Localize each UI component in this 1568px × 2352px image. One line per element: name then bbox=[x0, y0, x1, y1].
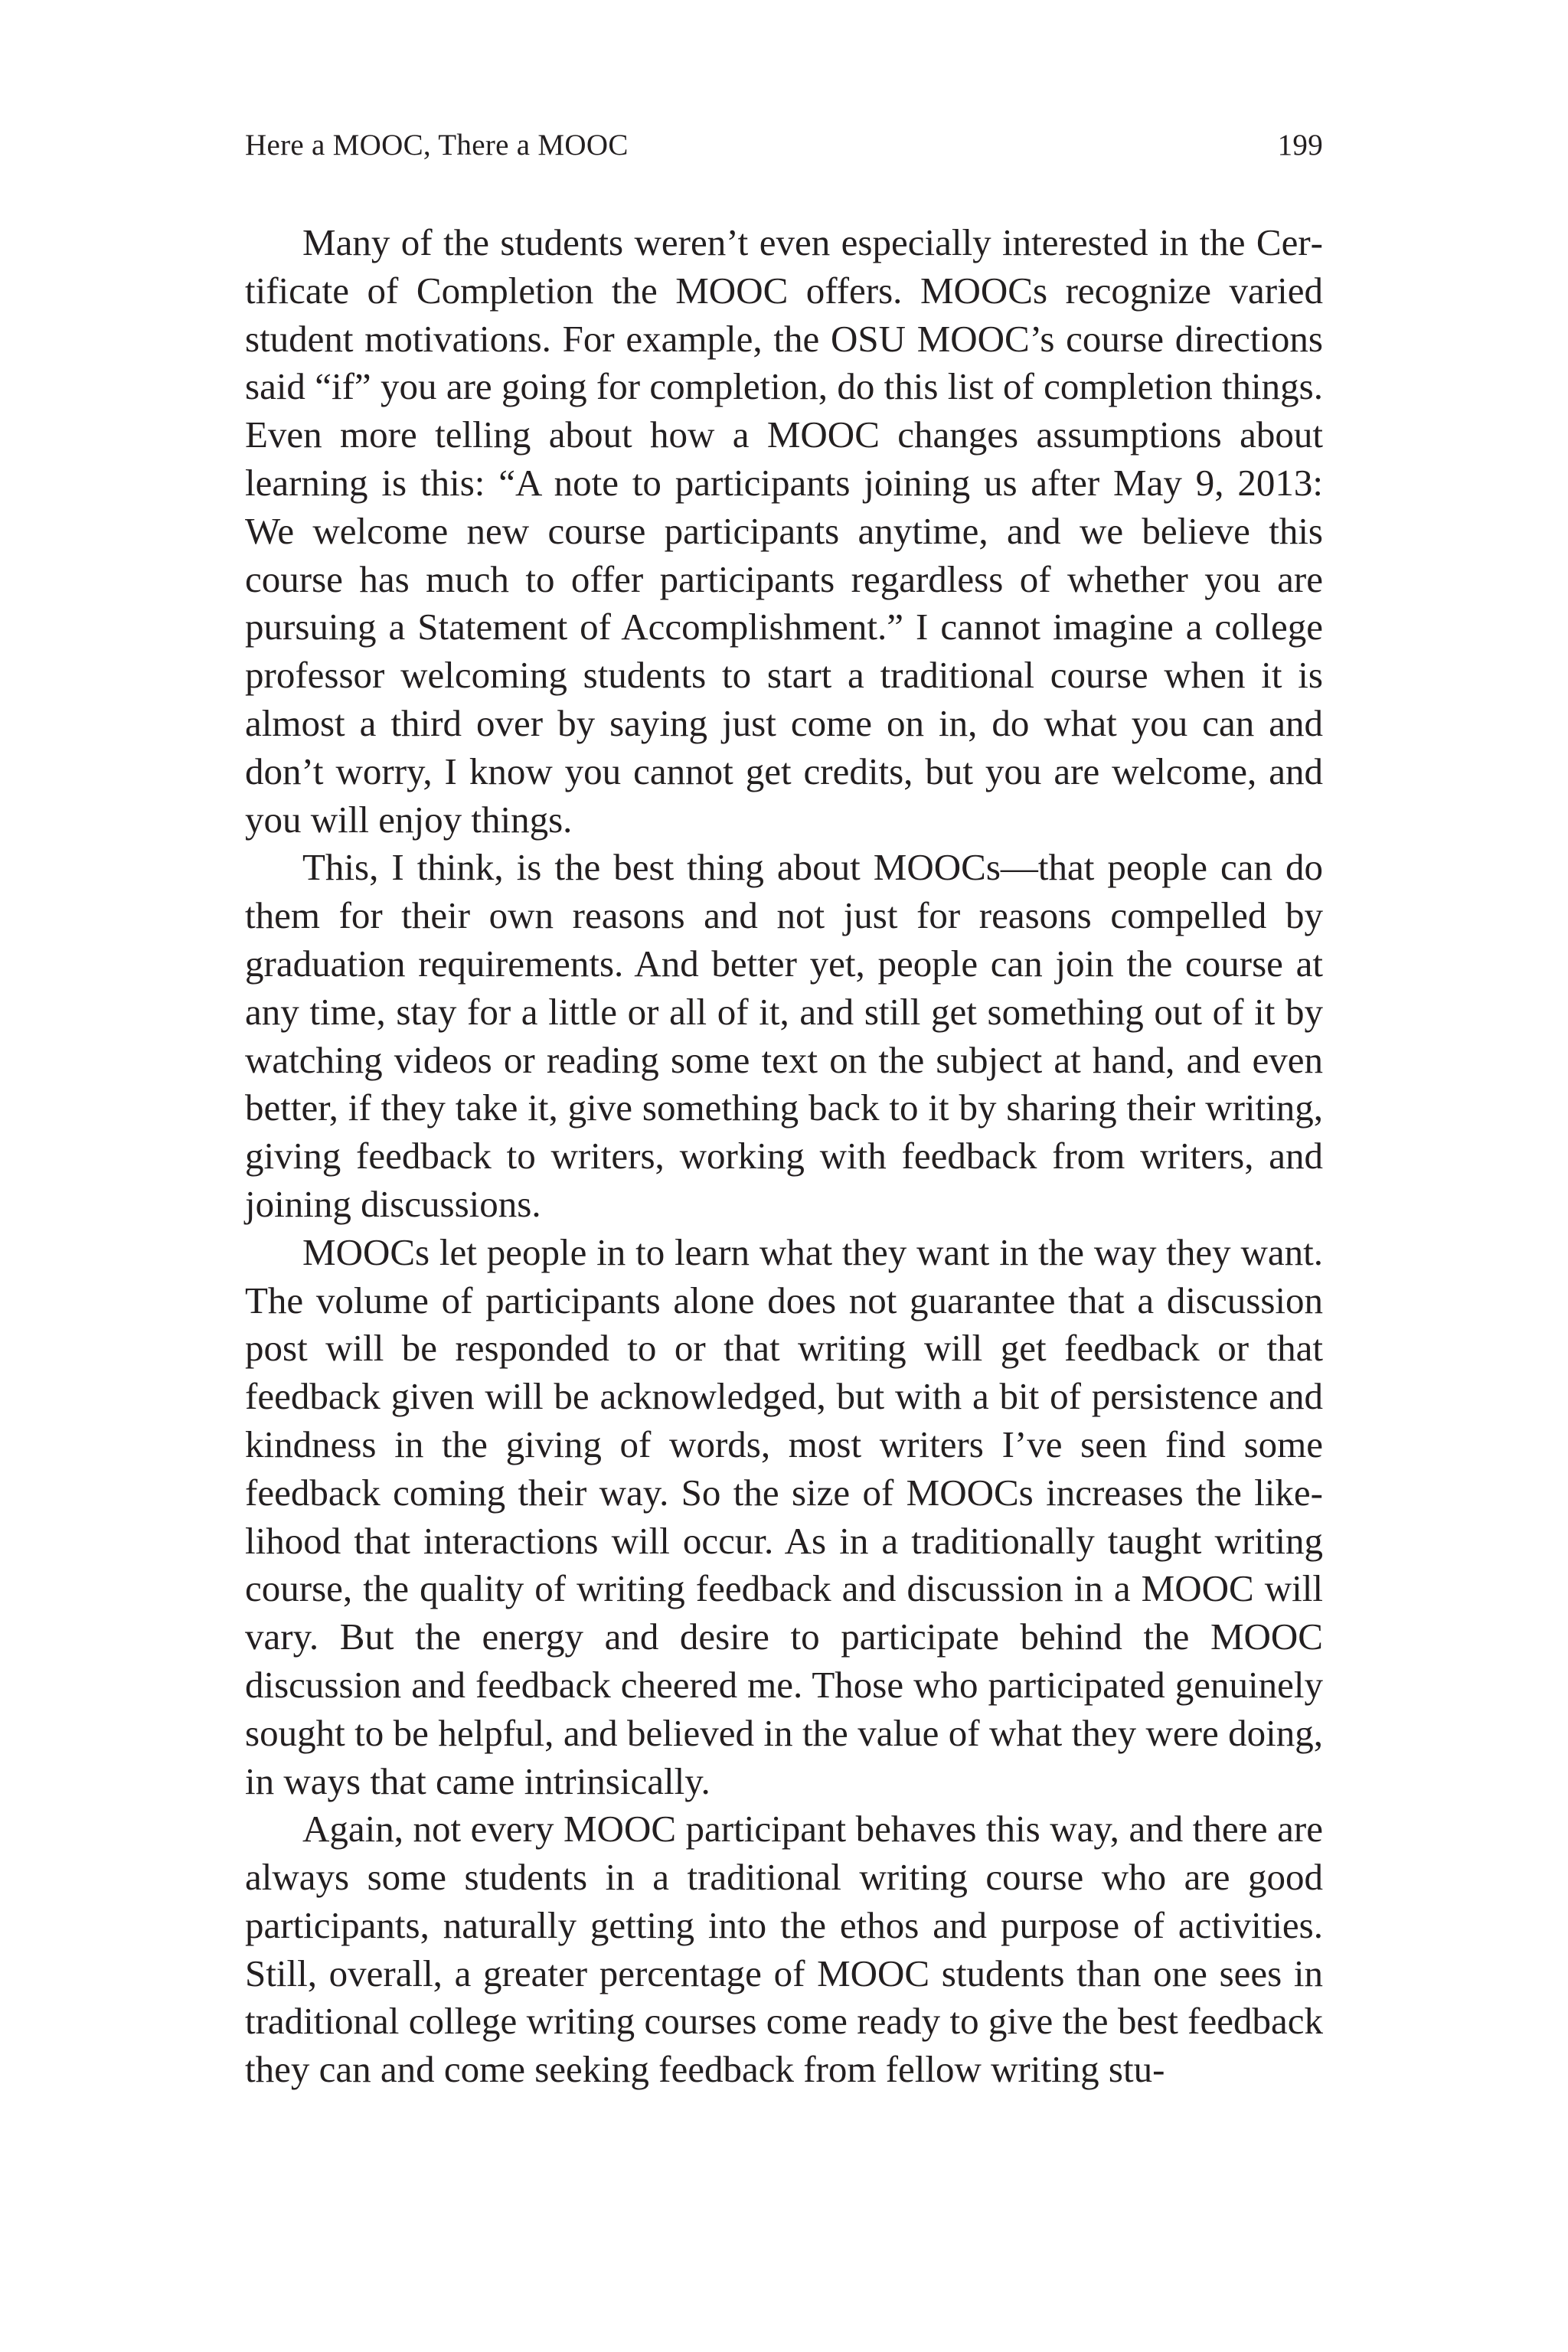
paragraph: Many of the students weren’t even especially interested in the Certificate of Completion the MOOC offers. MOOCs recognize varied student motivations. For example, the OSU MOOC’s course directions said “if” you are going for completion, do this list of completion things. Even more telling about how a MOOC changes assumptions about learning is this: “A note to participants joining us after May 9, 2013: We welcome new course participants anytime, and we believe this course has much to offer participants regardless of whether you are pursuing a Statement of Accomplishment.” I cannot imagine a college professor welcoming students to start a traditional course when it is almost a third over by saying just come on in, do what you can and don’t worry, I know you cannot get credits, but you are welcome, and you will enjoy things. bbox=[245, 221, 1323, 841]
paragraph: This, I think, is the best thing about MOOCs—that people can do them for their own reasons and not just for reasons compelled by graduation requirements. And better yet, people can join the course at any time, stay for a little or all of it, and still get something out of it by watching videos or reading some text on the subject at hand, and even better, if they take it, give something back to it by sharing their writing, giving feedback to writers, working with feedback from writers, and joining discussions. bbox=[245, 846, 1323, 1225]
running-head-title: Here a MOOC, There a MOOC bbox=[245, 129, 629, 162]
paragraph: Again, not every MOOC participant behaves this way, and there are always some students in a traditional writing course who are good participants, naturally getting into the ethos and purpose of activities. Still, overall, a greater percentage of MOOC students than one sees in traditional college writing courses come ready to give the best feedback they can and come seeking feedback from fellow writing stu- bbox=[245, 1808, 1323, 2091]
running-head bbox=[245, 122, 1323, 168]
paragraph: MOOCs let people in to learn what they want in the way they want. The volume of participants alone does not guarantee that a discussion post will be responded to or that writing will get feedback or that feedback given will be acknowledged, but with a bit of persistence and kindness in the giving of words, most writers I’ve seen find some feedback coming their way. So the size of MOOCs increases the likelihood that interactions will occur. As in a traditionally taught writing course, the quality of writing feedback and discussion in a MOOC will vary. But the energy and desire to participate behind the MOOC discussion and feedback cheered me. Those who participated genuinely sought to be helpful, and believed in the value of what they were doing, in ways that came intrinsically. bbox=[245, 1230, 1323, 1802]
page-number: 199 bbox=[1277, 129, 1323, 162]
body-text bbox=[245, 219, 1323, 2094]
